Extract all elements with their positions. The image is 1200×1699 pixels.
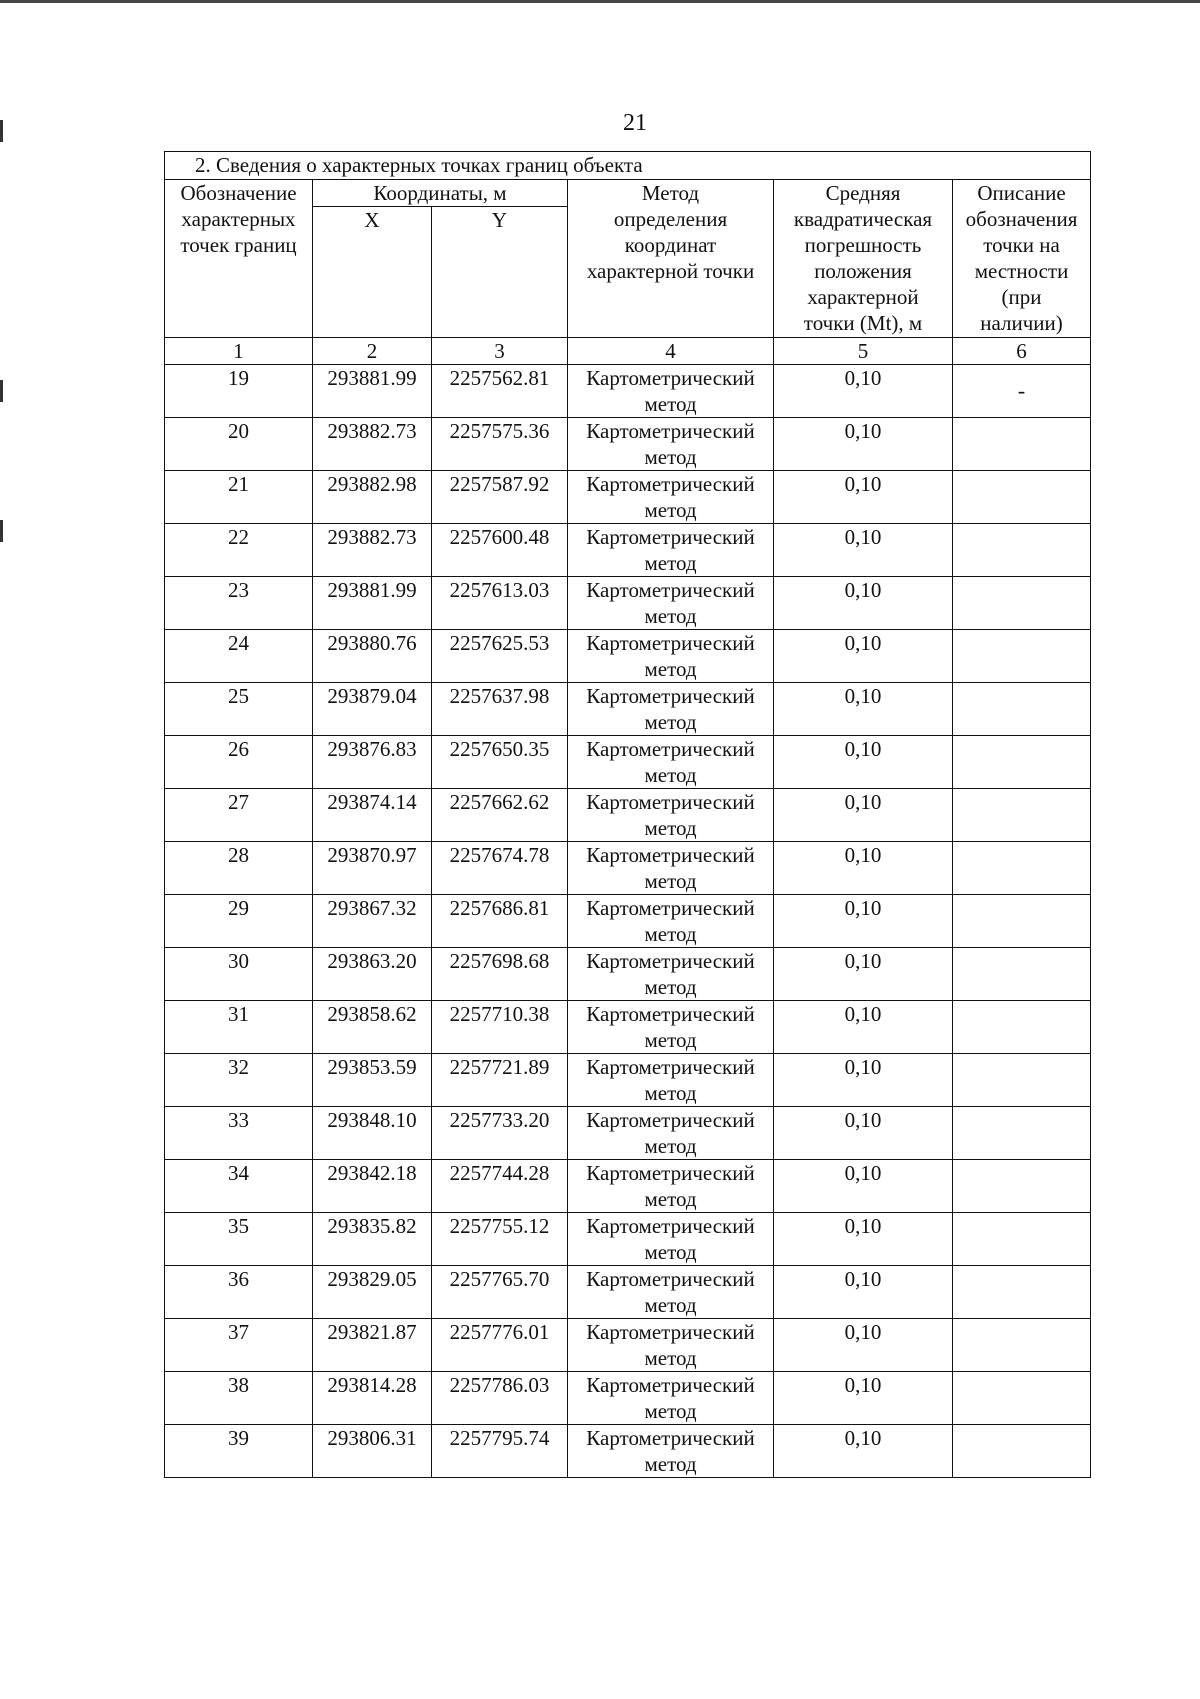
- cell-description: [953, 418, 1091, 471]
- cell-accuracy: 0,10: [774, 1425, 953, 1478]
- cell-y: 2257786.03: [432, 1372, 568, 1425]
- method-line: Картометрический: [586, 472, 755, 496]
- method-line: метод: [644, 657, 697, 681]
- cell-description: [953, 948, 1091, 1001]
- cell-point: 39: [165, 1425, 313, 1478]
- method-line: метод: [644, 551, 697, 575]
- table-row: [165, 683, 1091, 736]
- method-line: метод: [644, 763, 697, 787]
- cell-y: 2257765.70: [432, 1266, 568, 1319]
- cell-method: [568, 736, 774, 789]
- cell-description: [953, 1001, 1091, 1054]
- cell-accuracy: 0,10: [774, 577, 953, 630]
- table-row: [165, 577, 1091, 630]
- cell-y: 2257562.81: [432, 365, 568, 418]
- cell-y: 2257755.12: [432, 1213, 568, 1266]
- cell-method: [568, 683, 774, 736]
- cell-y: 2257721.89: [432, 1054, 568, 1107]
- column-number: 4: [568, 338, 774, 365]
- method-line: Картометрический: [586, 419, 755, 443]
- cell-description: [953, 895, 1091, 948]
- table-row: [165, 1107, 1091, 1160]
- cell-y: 2257587.92: [432, 471, 568, 524]
- cell-accuracy: 0,10: [774, 948, 953, 1001]
- header-line: местности: [974, 259, 1069, 283]
- cell-method: [568, 365, 774, 418]
- cell-point: 23: [165, 577, 313, 630]
- cell-accuracy: 0,10: [774, 1001, 953, 1054]
- cell-x: 293874.14: [313, 789, 432, 842]
- method-line: метод: [644, 498, 697, 522]
- cell-accuracy: 0,10: [774, 365, 953, 418]
- method-line: метод: [644, 1028, 697, 1052]
- cell-description: [953, 736, 1091, 789]
- method-line: метод: [644, 1346, 697, 1370]
- cell-y: 2257744.28: [432, 1160, 568, 1213]
- table-row: [165, 418, 1091, 471]
- method-line: метод: [644, 1134, 697, 1158]
- method-line: метод: [644, 1081, 697, 1105]
- cell-point: 38: [165, 1372, 313, 1425]
- method-line: Картометрический: [586, 1108, 755, 1132]
- table-body: [165, 365, 1091, 1478]
- column-number: 1: [165, 338, 313, 365]
- section-title: 2. Сведения о характерных точках границ объекта: [165, 152, 1091, 180]
- cell-description: [953, 1213, 1091, 1266]
- header-line: Обозначение: [180, 181, 297, 205]
- method-line: Картометрический: [586, 1161, 755, 1185]
- cell-point: 24: [165, 630, 313, 683]
- cell-description: [953, 1372, 1091, 1425]
- column-number: 3: [432, 338, 568, 365]
- cell-method: [568, 1372, 774, 1425]
- cell-x: 293881.99: [313, 577, 432, 630]
- cell-y: 2257625.53: [432, 630, 568, 683]
- table-row: [165, 1160, 1091, 1213]
- method-line: метод: [644, 445, 697, 469]
- cell-description: [953, 577, 1091, 630]
- cell-description: -: [953, 365, 1091, 418]
- cell-method: [568, 895, 774, 948]
- cell-point: 20: [165, 418, 313, 471]
- cell-accuracy: 0,10: [774, 1160, 953, 1213]
- table-row: [165, 1054, 1091, 1107]
- cell-y: 2257637.98: [432, 683, 568, 736]
- header-line: Средняя: [825, 181, 901, 205]
- cell-description: [953, 1266, 1091, 1319]
- header-line: наличии): [980, 311, 1063, 335]
- cell-point: 34: [165, 1160, 313, 1213]
- cell-accuracy: 0,10: [774, 630, 953, 683]
- cell-x: 293876.83: [313, 736, 432, 789]
- cell-description: [953, 471, 1091, 524]
- cell-x: 293835.82: [313, 1213, 432, 1266]
- cell-x: 293821.87: [313, 1319, 432, 1372]
- cell-method: [568, 630, 774, 683]
- cell-accuracy: 0,10: [774, 1319, 953, 1372]
- table-row: [165, 789, 1091, 842]
- cell-method: [568, 789, 774, 842]
- binding-mark: [0, 120, 3, 142]
- cell-accuracy: 0,10: [774, 1372, 953, 1425]
- column-number: 6: [953, 338, 1091, 365]
- method-line: метод: [644, 1452, 697, 1476]
- cell-x: 293806.31: [313, 1425, 432, 1478]
- cell-y: 2257686.81: [432, 895, 568, 948]
- cell-y: 2257662.62: [432, 789, 568, 842]
- cell-method: [568, 1107, 774, 1160]
- header-line: Описание: [977, 181, 1066, 205]
- cell-point: 35: [165, 1213, 313, 1266]
- cell-accuracy: 0,10: [774, 842, 953, 895]
- cell-description: [953, 1107, 1091, 1160]
- column-number: 5: [774, 338, 953, 365]
- cell-y: 2257600.48: [432, 524, 568, 577]
- cell-y: 2257613.03: [432, 577, 568, 630]
- table-row: [165, 1001, 1091, 1054]
- cell-point: 33: [165, 1107, 313, 1160]
- table-row: [165, 842, 1091, 895]
- cell-x: 293853.59: [313, 1054, 432, 1107]
- cell-description: [953, 789, 1091, 842]
- header-line: квадратическая: [793, 207, 933, 231]
- header-line: обозначения: [965, 207, 1078, 231]
- method-line: Картометрический: [586, 1214, 755, 1238]
- cell-x: 293881.99: [313, 365, 432, 418]
- cell-accuracy: 0,10: [774, 524, 953, 577]
- cell-x: 293879.04: [313, 683, 432, 736]
- table-row: [165, 524, 1091, 577]
- cell-y: 2257698.68: [432, 948, 568, 1001]
- method-line: метод: [644, 710, 697, 734]
- method-line: Картометрический: [586, 896, 755, 920]
- cell-accuracy: 0,10: [774, 1054, 953, 1107]
- method-line: Картометрический: [586, 578, 755, 602]
- cell-y: 2257795.74: [432, 1425, 568, 1478]
- table-row: [165, 471, 1091, 524]
- cell-point: 22: [165, 524, 313, 577]
- cell-point: 29: [165, 895, 313, 948]
- cell-point: 36: [165, 1266, 313, 1319]
- method-line: Картометрический: [586, 1426, 755, 1450]
- cell-point: 30: [165, 948, 313, 1001]
- method-line: Картометрический: [586, 737, 755, 761]
- cell-y: 2257575.36: [432, 418, 568, 471]
- cell-accuracy: 0,10: [774, 895, 953, 948]
- table-row: [165, 1319, 1091, 1372]
- table-row: [165, 895, 1091, 948]
- cell-x: 293858.62: [313, 1001, 432, 1054]
- header-line: характерной точки: [586, 259, 755, 283]
- header-line: характерной: [807, 285, 919, 309]
- top-edge-rule: [0, 0, 1200, 3]
- header-line: характерных: [181, 207, 296, 231]
- cell-method: [568, 1001, 774, 1054]
- cell-x: 293880.76: [313, 630, 432, 683]
- cell-method: [568, 577, 774, 630]
- header-designation: [165, 180, 313, 338]
- header-line: Метод: [641, 181, 700, 205]
- header-line: точки (Mt), м: [803, 311, 923, 335]
- method-line: Картометрический: [586, 1267, 755, 1291]
- column-number: 2: [313, 338, 432, 365]
- table-row: [165, 1425, 1091, 1478]
- method-line: Картометрический: [586, 1320, 755, 1344]
- table-row: [165, 736, 1091, 789]
- cell-point: 25: [165, 683, 313, 736]
- cell-accuracy: 0,10: [774, 736, 953, 789]
- cell-description: [953, 1054, 1091, 1107]
- method-line: Картометрический: [586, 1055, 755, 1079]
- cell-accuracy: 0,10: [774, 418, 953, 471]
- header-x: X: [313, 207, 432, 338]
- cell-method: [568, 1319, 774, 1372]
- cell-method: [568, 418, 774, 471]
- cell-x: 293829.05: [313, 1266, 432, 1319]
- cell-x: 293814.28: [313, 1372, 432, 1425]
- header-line: погрешность: [804, 233, 922, 257]
- table-row: [165, 948, 1091, 1001]
- cell-x: 293882.73: [313, 418, 432, 471]
- cell-accuracy: 0,10: [774, 789, 953, 842]
- cell-x: 293848.10: [313, 1107, 432, 1160]
- method-line: Картометрический: [586, 684, 755, 708]
- cell-accuracy: 0,10: [774, 471, 953, 524]
- header-line: определения: [613, 207, 728, 231]
- cell-method: [568, 1160, 774, 1213]
- boundary-points-table: [164, 151, 1091, 1478]
- cell-method: [568, 524, 774, 577]
- header-y: Y: [432, 207, 568, 338]
- method-line: метод: [644, 975, 697, 999]
- method-line: метод: [644, 1240, 697, 1264]
- cell-point: 37: [165, 1319, 313, 1372]
- cell-accuracy: 0,10: [774, 1266, 953, 1319]
- cell-y: 2257650.35: [432, 736, 568, 789]
- cell-y: 2257776.01: [432, 1319, 568, 1372]
- header-line: положения: [814, 259, 912, 283]
- method-line: Картометрический: [586, 790, 755, 814]
- method-line: метод: [644, 1399, 697, 1423]
- method-line: Картометрический: [586, 949, 755, 973]
- cell-method: [568, 1054, 774, 1107]
- header-line: (при: [1001, 285, 1042, 309]
- cell-description: [953, 630, 1091, 683]
- cell-accuracy: 0,10: [774, 683, 953, 736]
- cell-method: [568, 948, 774, 1001]
- cell-method: [568, 1425, 774, 1478]
- cell-method: [568, 471, 774, 524]
- table-row: [165, 365, 1091, 418]
- cell-description: [953, 1319, 1091, 1372]
- cell-accuracy: 0,10: [774, 1107, 953, 1160]
- method-line: метод: [644, 392, 697, 416]
- cell-point: 27: [165, 789, 313, 842]
- method-line: Картометрический: [586, 525, 755, 549]
- cell-point: 19: [165, 365, 313, 418]
- cell-accuracy: 0,10: [774, 1213, 953, 1266]
- cell-x: 293882.98: [313, 471, 432, 524]
- header-line: координат: [624, 233, 717, 257]
- method-line: Картометрический: [586, 631, 755, 655]
- table-row: [165, 1266, 1091, 1319]
- method-line: Картометрический: [586, 843, 755, 867]
- header-line: точек границ: [180, 233, 297, 257]
- cell-point: 21: [165, 471, 313, 524]
- table-row: [165, 1213, 1091, 1266]
- cell-description: [953, 683, 1091, 736]
- cell-x: 293867.32: [313, 895, 432, 948]
- method-line: метод: [644, 1187, 697, 1211]
- cell-point: 32: [165, 1054, 313, 1107]
- header-line: точки на: [983, 233, 1060, 257]
- binding-mark: [0, 380, 3, 402]
- header-coordinates: Координаты, м: [313, 180, 568, 207]
- cell-method: [568, 842, 774, 895]
- method-line: метод: [644, 1293, 697, 1317]
- binding-mark: [0, 520, 3, 542]
- header-description: [953, 180, 1091, 338]
- cell-y: 2257710.38: [432, 1001, 568, 1054]
- method-line: Картометрический: [586, 1002, 755, 1026]
- cell-y: 2257733.20: [432, 1107, 568, 1160]
- table-row: [165, 630, 1091, 683]
- header-accuracy: [774, 180, 953, 338]
- table-row: [165, 1372, 1091, 1425]
- cell-x: 293842.18: [313, 1160, 432, 1213]
- method-line: Картометрический: [586, 366, 755, 390]
- cell-point: 26: [165, 736, 313, 789]
- cell-point: 28: [165, 842, 313, 895]
- cell-description: [953, 524, 1091, 577]
- cell-x: 293863.20: [313, 948, 432, 1001]
- cell-description: [953, 842, 1091, 895]
- header-method: [568, 180, 774, 338]
- method-line: метод: [644, 869, 697, 893]
- cell-point: 31: [165, 1001, 313, 1054]
- method-line: метод: [644, 604, 697, 628]
- page-number: 21: [623, 110, 647, 136]
- cell-x: 293882.73: [313, 524, 432, 577]
- method-line: Картометрический: [586, 1373, 755, 1397]
- cell-y: 2257674.78: [432, 842, 568, 895]
- cell-x: 293870.97: [313, 842, 432, 895]
- cell-description: [953, 1160, 1091, 1213]
- cell-method: [568, 1266, 774, 1319]
- method-line: метод: [644, 922, 697, 946]
- cell-method: [568, 1213, 774, 1266]
- method-line: метод: [644, 816, 697, 840]
- cell-description: [953, 1425, 1091, 1478]
